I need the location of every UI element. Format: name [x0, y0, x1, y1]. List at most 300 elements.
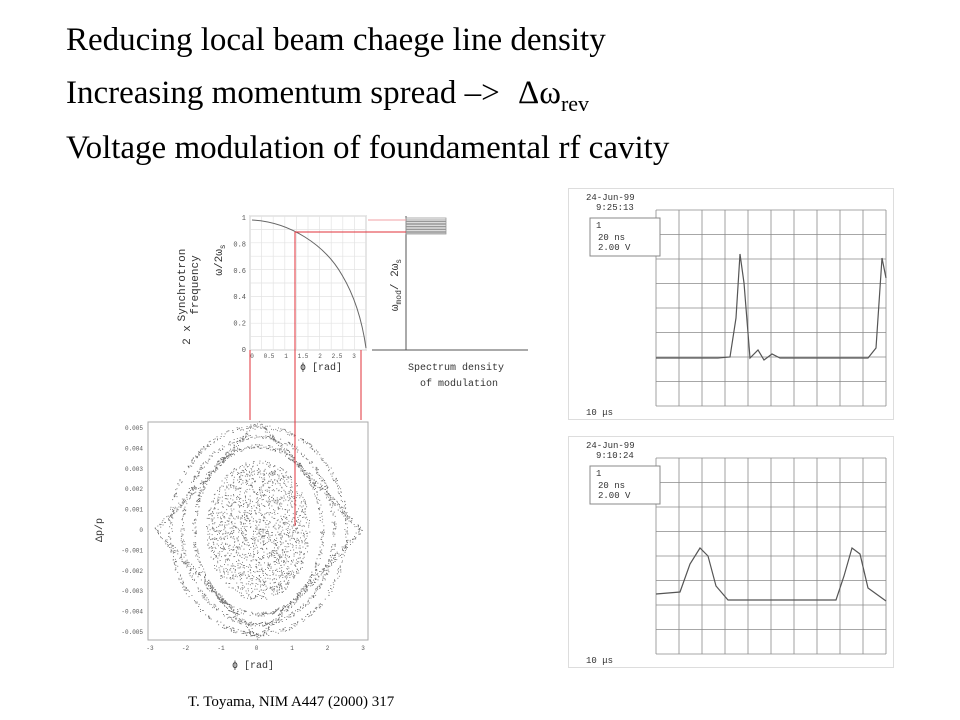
- phase-particle: [265, 625, 266, 626]
- phase-particle: [226, 568, 227, 569]
- phase-particle: [329, 500, 330, 501]
- phase-particle: [250, 503, 251, 504]
- phase-particle: [323, 488, 324, 489]
- phase-particle: [300, 464, 301, 465]
- phase-particle: [323, 571, 324, 572]
- phase-particle: [293, 457, 294, 458]
- phase-particle: [237, 438, 238, 439]
- phase-particle: [307, 614, 308, 615]
- phase-particle: [264, 552, 265, 553]
- phase-particle: [259, 472, 260, 473]
- phase-particle: [227, 520, 228, 521]
- phase-particle: [173, 556, 174, 557]
- phase-particle: [264, 613, 265, 614]
- phase-particle: [268, 623, 269, 624]
- phase-particle: [311, 577, 312, 578]
- phase-particle: [236, 450, 237, 451]
- phase-particle: [237, 429, 238, 430]
- phase-particle: [204, 582, 205, 583]
- phase-particle: [197, 551, 198, 552]
- phase-ytick-label: -0.002: [121, 567, 143, 575]
- phase-particle: [255, 481, 256, 482]
- scope-bottom-channel: 1: [596, 469, 602, 479]
- phase-particle: [229, 626, 230, 627]
- phase-particle: [196, 504, 197, 505]
- phase-particle: [230, 617, 231, 618]
- phase-particle: [182, 511, 183, 512]
- phase-particle: [229, 521, 230, 522]
- phase-particle: [190, 570, 191, 571]
- phase-particle: [244, 621, 245, 622]
- phase-particle: [280, 535, 281, 536]
- phase-particle: [265, 436, 266, 437]
- phase-particle: [280, 479, 281, 480]
- phase-particle: [289, 454, 290, 455]
- phase-particle: [199, 472, 200, 473]
- phase-particle: [276, 562, 277, 563]
- phase-particle: [262, 556, 263, 557]
- phase-particle: [244, 565, 245, 566]
- phase-particle: [317, 494, 318, 495]
- phase-particle: [302, 542, 303, 543]
- phase-particle: [222, 543, 223, 544]
- phase-particle: [246, 484, 247, 485]
- phase-particle: [328, 470, 329, 471]
- phase-particle: [201, 481, 202, 482]
- phase-particle: [249, 594, 250, 595]
- phase-particle: [318, 579, 319, 580]
- phase-particle: [219, 538, 220, 539]
- phase-particle: [221, 465, 222, 466]
- phase-particle: [250, 500, 251, 501]
- phase-particle: [220, 512, 221, 513]
- phase-particle: [333, 558, 334, 559]
- phase-particle: [253, 623, 254, 624]
- phase-particle: [239, 477, 240, 478]
- phase-particle: [258, 468, 259, 469]
- phase-particle: [211, 456, 212, 457]
- phase-particle: [245, 436, 246, 437]
- phase-particle: [309, 463, 310, 464]
- phase-particle: [305, 501, 306, 502]
- phase-particle: [212, 512, 213, 513]
- phase-particle: [249, 624, 250, 625]
- phase-particle: [199, 604, 200, 605]
- phase-particle: [221, 575, 222, 576]
- phase-particle: [255, 615, 256, 616]
- phase-particle: [240, 572, 241, 573]
- phase-particle: [262, 571, 263, 572]
- phase-particle: [260, 543, 261, 544]
- phase-particle: [297, 517, 298, 518]
- phase-particle: [302, 471, 303, 472]
- phase-particle: [211, 557, 212, 558]
- phase-particle: [225, 531, 226, 532]
- phase-particle: [297, 538, 298, 539]
- phase-particle: [260, 522, 261, 523]
- phase-particle: [233, 488, 234, 489]
- phase-particle: [203, 597, 204, 598]
- phase-particle: [183, 586, 184, 587]
- phase-particle: [336, 524, 337, 525]
- phase-particle: [261, 590, 262, 591]
- phase-particle: [229, 502, 230, 503]
- phase-particle: [230, 528, 231, 529]
- phase-particle: [229, 569, 230, 570]
- phase-particle: [262, 535, 263, 536]
- phase-particle: [331, 589, 332, 590]
- phase-particle: [259, 536, 260, 537]
- phase-particle: [222, 448, 223, 449]
- phase-particle: [249, 435, 250, 436]
- phase-particle: [276, 622, 277, 623]
- phase-particle: [281, 518, 282, 519]
- phase-particle: [216, 621, 217, 622]
- phase-particle: [285, 456, 286, 457]
- phase-particle: [311, 598, 312, 599]
- phase-particle: [243, 533, 244, 534]
- phase-particle: [303, 589, 304, 590]
- phase-particle: [338, 568, 339, 569]
- phase-particle: [219, 551, 220, 552]
- phase-particle: [227, 513, 228, 514]
- phase-particle: [235, 527, 236, 528]
- phase-particle: [241, 438, 242, 439]
- phase-particle: [231, 472, 232, 473]
- phase-particle: [208, 511, 209, 512]
- phase-particle: [282, 487, 283, 488]
- phase-particle: [339, 554, 340, 555]
- phase-particle: [248, 466, 249, 467]
- phase-particle: [345, 534, 346, 535]
- phase-particle: [341, 492, 342, 493]
- phase-particle: [173, 546, 174, 547]
- phase-particle: [300, 607, 301, 608]
- phase-particle: [309, 579, 310, 580]
- phase-particle: [232, 430, 233, 431]
- phase-particle: [348, 516, 349, 517]
- phase-particle: [289, 524, 290, 525]
- phase-particle: [260, 427, 261, 428]
- phase-particle: [347, 512, 348, 513]
- phase-particle: [263, 529, 264, 530]
- spectrum-ylabel: [390, 259, 404, 311]
- phase-particle: [202, 566, 203, 567]
- phase-particle: [263, 575, 264, 576]
- phase-particle: [262, 437, 263, 438]
- phase-particle: [216, 468, 217, 469]
- phase-particle: [280, 614, 281, 615]
- phase-particle: [354, 524, 355, 525]
- phase-particle: [306, 506, 307, 507]
- phase-particle: [236, 561, 237, 562]
- phase-particle: [302, 608, 303, 609]
- phase-particle: [264, 536, 265, 537]
- phase-particle: [271, 497, 272, 498]
- phase-particle: [206, 526, 207, 527]
- phase-particle: [273, 499, 274, 500]
- phase-particle: [172, 509, 173, 510]
- phase-particle: [251, 427, 252, 428]
- phase-particle: [237, 441, 238, 442]
- phase-particle: [280, 526, 281, 527]
- phase-particle: [246, 474, 247, 475]
- phase-particle: [279, 568, 280, 569]
- phase-particle: [170, 509, 171, 510]
- phase-particle: [230, 628, 231, 629]
- phase-particle: [268, 523, 269, 524]
- phase-particle: [223, 507, 224, 508]
- phase-particle: [333, 515, 334, 516]
- phase-particle: [281, 498, 282, 499]
- phase-particle: [256, 502, 257, 503]
- phase-particle: [283, 477, 284, 478]
- phase-particle: [292, 507, 293, 508]
- phase-particle: [182, 505, 183, 506]
- phase-particle: [293, 576, 294, 577]
- phase-particle: [224, 526, 225, 527]
- phase-particle: [201, 564, 202, 565]
- phase-particle: [212, 520, 213, 521]
- phase-particle: [319, 454, 320, 455]
- phase-particle: [269, 462, 270, 463]
- phase-particle: [233, 442, 234, 443]
- phase-particle: [253, 531, 254, 532]
- phase-particle: [263, 499, 264, 500]
- phase-particle: [178, 503, 179, 504]
- phase-particle: [280, 480, 281, 481]
- phase-particle: [260, 493, 261, 494]
- phase-particle: [348, 540, 349, 541]
- phase-particle: [257, 527, 258, 528]
- phase-particle: [290, 503, 291, 504]
- phase-particle: [237, 474, 238, 475]
- phase-particle: [239, 614, 240, 615]
- phase-particle: [204, 448, 205, 449]
- scope-bottom-time: 9:10:24: [596, 451, 634, 461]
- phase-ytick-label: -0.005: [121, 629, 143, 636]
- phase-particle: [263, 505, 264, 506]
- phase-particle: [229, 606, 230, 607]
- phase-particle: [221, 601, 222, 602]
- phase-particle: [286, 605, 287, 606]
- phase-particle: [250, 634, 251, 635]
- phase-particle: [173, 551, 174, 552]
- phase-particle: [271, 567, 272, 568]
- phase-particle: [222, 548, 223, 549]
- phase-particle: [270, 537, 271, 538]
- phase-particle: [213, 513, 214, 514]
- phase-particle: [319, 500, 320, 501]
- phase-particle: [257, 470, 258, 471]
- phase-particle: [182, 534, 183, 535]
- phase-particle: [238, 588, 239, 589]
- phase-particle: [325, 566, 326, 567]
- phase-particle: [173, 548, 174, 549]
- phase-particle: [254, 424, 255, 425]
- phase-particle: [248, 632, 249, 633]
- phase-particle: [184, 541, 185, 542]
- phase-particle: [326, 491, 327, 492]
- phase-particle: [227, 477, 228, 478]
- phase-xtick-label: -1: [217, 645, 225, 652]
- phase-particle: [319, 507, 320, 508]
- sync-ytick-labels: [233, 215, 246, 355]
- phase-particle: [272, 551, 273, 552]
- phase-particle: [264, 538, 265, 539]
- phase-particle: [279, 555, 280, 556]
- phase-particle: [228, 506, 229, 507]
- phase-particle: [246, 481, 247, 482]
- phase-particle: [239, 555, 240, 556]
- phase-particle: [275, 540, 276, 541]
- phase-particle: [200, 468, 201, 469]
- phase-particle: [180, 531, 181, 532]
- phase-particle: [323, 525, 324, 526]
- phase-particle: [306, 443, 307, 444]
- phase-particle: [233, 577, 234, 578]
- phase-particle: [196, 582, 197, 583]
- phase-particle: [192, 523, 193, 524]
- phase-particle: [184, 553, 185, 554]
- phase-particle: [227, 608, 228, 609]
- phase-particle: [232, 516, 233, 517]
- phase-particle: [254, 598, 255, 599]
- phase-particle: [255, 481, 256, 482]
- phase-particle: [252, 437, 253, 438]
- phase-particle: [213, 587, 214, 588]
- phase-particle: [251, 583, 252, 584]
- phase-particle: [276, 618, 277, 619]
- phase-particle: [219, 593, 220, 594]
- phase-particle: [215, 438, 216, 439]
- phase-particle: [288, 608, 289, 609]
- phase-particle: [216, 465, 217, 466]
- phase-particle: [221, 548, 222, 549]
- phase-particle: [289, 452, 290, 453]
- phase-particle: [360, 527, 361, 528]
- phase-particle: [208, 461, 209, 462]
- phase-particle: [327, 574, 328, 575]
- phase-particle: [260, 529, 261, 530]
- phase-particle: [293, 524, 294, 525]
- phase-particle: [318, 474, 319, 475]
- phase-particle: [307, 476, 308, 477]
- phase-particle: [288, 493, 289, 494]
- phase-particle: [325, 565, 326, 566]
- phase-particle: [226, 571, 227, 572]
- phase-particle: [266, 464, 267, 465]
- phase-particle: [330, 551, 331, 552]
- phase-particle: [263, 531, 264, 532]
- phase-particle: [313, 580, 314, 581]
- phase-particle: [238, 505, 239, 506]
- phase-particle: [241, 532, 242, 533]
- phase-particle: [245, 523, 246, 524]
- phase-particle: [222, 515, 223, 516]
- phase-particle: [314, 593, 315, 594]
- phase-particle: [222, 602, 223, 603]
- phase-particle: [296, 563, 297, 564]
- phase-particle: [232, 575, 233, 576]
- phase-particle: [255, 429, 256, 430]
- phase-particle: [218, 517, 219, 518]
- phase-particle: [217, 621, 218, 622]
- phase-particle: [322, 485, 323, 486]
- phase-particle: [322, 544, 323, 545]
- phase-particle: [217, 561, 218, 562]
- phase-particle: [342, 561, 343, 562]
- phase-particle: [311, 485, 312, 486]
- phase-particle: [269, 624, 270, 625]
- phase-particle: [282, 444, 283, 445]
- phase-particle: [355, 526, 356, 527]
- phase-particle: [265, 490, 266, 491]
- phase-particle: [281, 537, 282, 538]
- phase-particle: [313, 489, 314, 490]
- phase-ytick-label: -0.003: [121, 588, 143, 596]
- phase-particle: [290, 540, 291, 541]
- phase-particle: [240, 619, 241, 620]
- phase-particle: [346, 549, 347, 550]
- spectrum-caption-2: of modulation: [420, 379, 499, 390]
- phase-particle: [244, 568, 245, 569]
- phase-particle: [253, 551, 254, 552]
- phase-particle: [209, 536, 210, 537]
- phase-particle: [279, 556, 280, 557]
- phase-particle: [261, 548, 262, 549]
- phase-particle: [197, 476, 198, 477]
- oscilloscope-top-svg: [568, 188, 894, 420]
- phase-particle: [244, 544, 245, 545]
- phase-particle: [260, 519, 261, 520]
- phase-particle: [325, 579, 326, 580]
- phase-particle: [270, 622, 271, 623]
- phase-particle: [230, 506, 231, 507]
- phase-particle: [251, 469, 252, 470]
- phase-particle: [250, 425, 251, 426]
- phase-particle: [232, 578, 233, 579]
- phase-particle: [251, 592, 252, 593]
- phase-particle: [295, 532, 296, 533]
- phase-particle: [253, 428, 254, 429]
- phase-particle: [305, 604, 306, 605]
- phase-particle: [269, 512, 270, 513]
- phase-particle: [342, 510, 343, 511]
- phase-particle: [304, 593, 305, 594]
- phase-particle: [341, 557, 342, 558]
- phase-particle: [323, 530, 324, 531]
- phase-particle: [215, 508, 216, 509]
- phase-particle: [206, 474, 207, 475]
- phase-particle: [241, 472, 242, 473]
- phase-particle: [222, 627, 223, 628]
- phase-particle: [274, 582, 275, 583]
- phase-particle: [298, 525, 299, 526]
- phase-particle: [245, 496, 246, 497]
- phase-particle: [296, 545, 297, 546]
- phase-particle: [235, 523, 236, 524]
- phase-particle: [250, 599, 251, 600]
- phase-particle: [314, 611, 315, 612]
- phase-particle: [314, 451, 315, 452]
- phase-particle: [264, 616, 265, 617]
- phase-particle: [255, 438, 256, 439]
- phase-particle: [252, 578, 253, 579]
- phase-particle: [282, 509, 283, 510]
- phase-particle: [334, 544, 335, 545]
- phase-particle: [233, 482, 234, 483]
